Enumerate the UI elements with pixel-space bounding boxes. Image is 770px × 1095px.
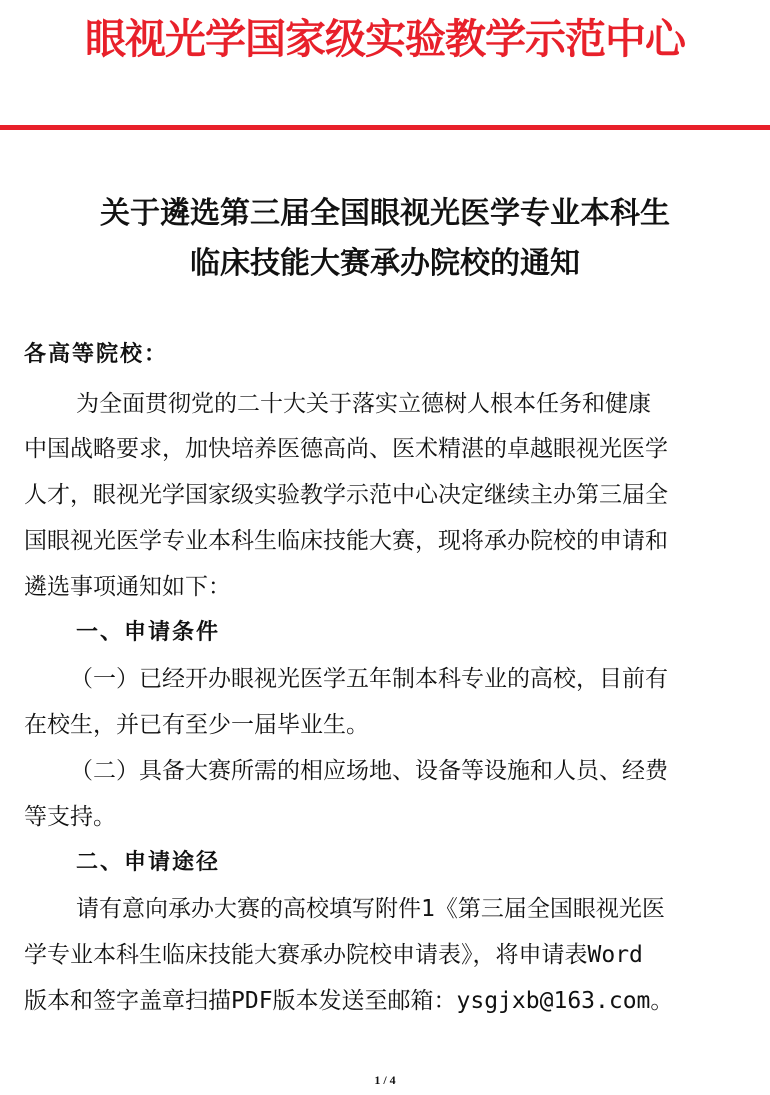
intro-line: 为全面贯彻党的二十大关于落实立德树人根本任务和健康 bbox=[76, 391, 651, 417]
salutation: 各高等院校： bbox=[24, 342, 169, 367]
intro-line: 遴选事项通知如下： bbox=[24, 574, 231, 600]
document-title-line-2: 临床技能大赛承办院校的通知 bbox=[190, 246, 580, 281]
intro-line: 人才，眼视光学国家级实验教学示范中心决定继续主办第三届全 bbox=[24, 482, 668, 508]
intro-line: 中国战略要求，加快培养医德高尚、医术精湛的卓越眼视光医学 bbox=[24, 436, 668, 462]
header-title: 眼视光学国家级实验教学示范中心 bbox=[85, 15, 685, 63]
application-line: 请有意向承办大赛的高校填写附件1《第三届全国眼视光医 bbox=[76, 896, 665, 922]
requirement-item-2: （二）具备大赛所需的相应场地、设备等设施和人员、经费 bbox=[70, 758, 668, 784]
requirement-item-1-cont: 在校生，并已有至少一届毕业生。 bbox=[24, 712, 369, 738]
section-heading-requirements: 一、申请条件 bbox=[76, 620, 221, 645]
document-title-line-1: 关于遴选第三届全国眼视光医学专业本科生 bbox=[100, 196, 670, 231]
section-heading-application: 二、申请途径 bbox=[76, 850, 221, 875]
intro-line: 国眼视光医学专业本科生临床技能大赛，现将承办院校的申请和 bbox=[24, 528, 668, 554]
application-line: 学专业本科生临床技能大赛承办院校申请表》，将申请表Word bbox=[24, 942, 643, 968]
application-line: 版本和签字盖章扫描PDF版本发送至邮箱：ysgjxb@163.com。 bbox=[24, 988, 674, 1014]
page-number: 1 / 4 bbox=[374, 1073, 396, 1087]
header-divider bbox=[0, 125, 770, 130]
requirement-item-1: （一）已经开办眼视光医学五年制本科专业的高校，目前有 bbox=[70, 666, 668, 692]
requirement-item-2-cont: 等支持。 bbox=[24, 804, 116, 830]
